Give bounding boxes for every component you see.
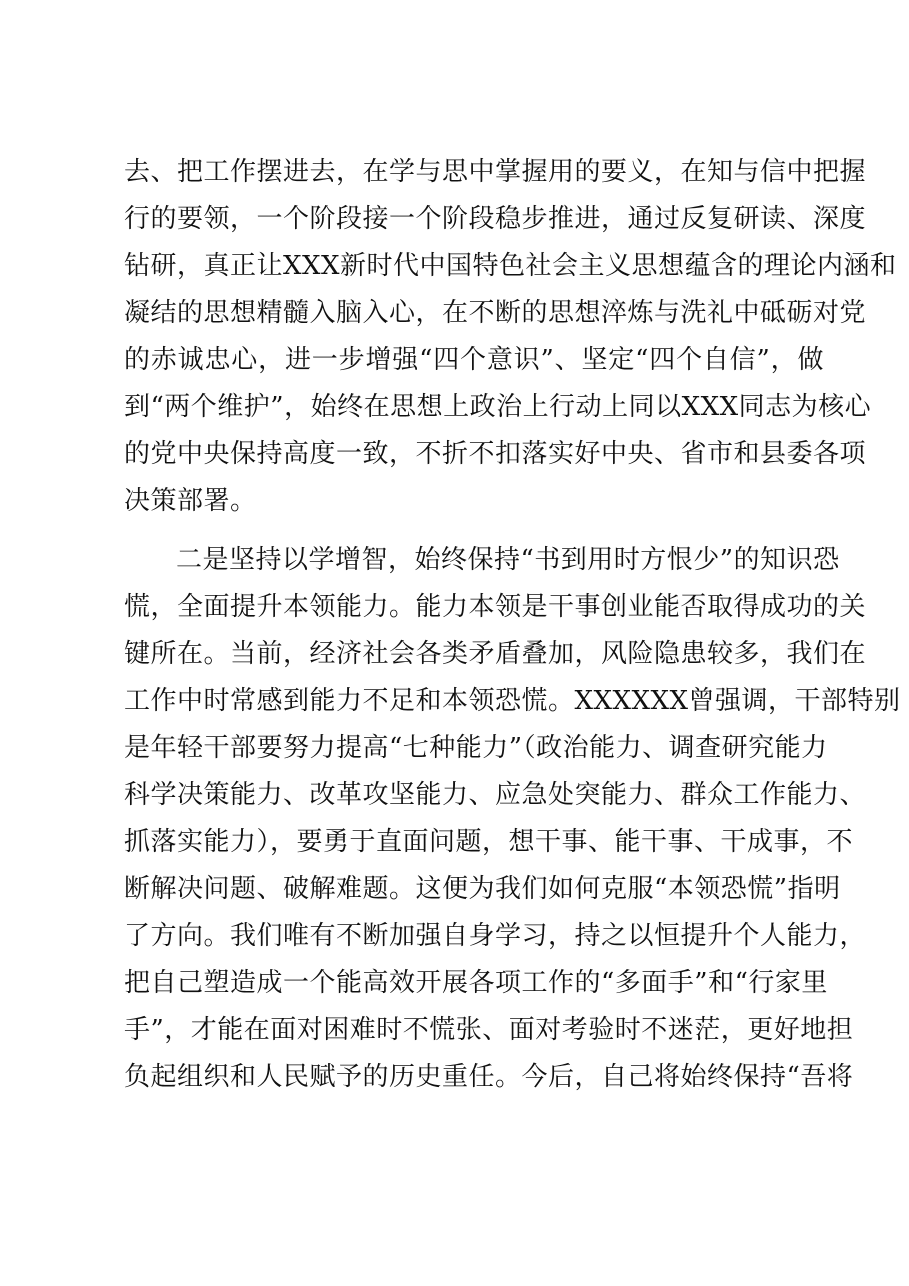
text-line: 慌，全面提升本领能力。能力本领是干事创业能否取得成功的关 xyxy=(124,592,867,622)
text-line: 钻研，真正让XXX新时代中国特色社会主义思想蕴含的理论内涵和 xyxy=(124,251,897,281)
text-line: 到“两个维护”，始终在思想上政治上行动上同以XXX同志为核心 xyxy=(124,392,872,422)
text-line: 抓落实能力），要勇于直面问题，想干事、能干事、干成事，不 xyxy=(124,827,854,857)
text-line: 是年轻干部要努力提高“七种能力”（政治能力、调查研究能力 xyxy=(124,733,828,763)
text-line: 的赤诚忠心，进一步增强“四个意识”、坚定“四个自信”，做 xyxy=(124,345,824,375)
text-line: 去、把工作摆进去，在学与思中掌握用的要义，在知与信中把握 xyxy=(124,157,867,187)
text-line: 负起组织和人民赋予的历史重任。今后，自己将始终保持“吾将 xyxy=(124,1062,854,1092)
text-line: 键所在。当前，经济社会各类矛盾叠加，风险隐患较多，我们在 xyxy=(124,639,867,669)
text-line: 二是坚持以学增智，始终保持“书到用时方恨少”的知识恐 xyxy=(176,545,840,575)
text-line: 行的要领，一个阶段接一个阶段稳步推进，通过反复研读、深度 xyxy=(124,204,867,234)
text-line: 断解决问题、破解难题。这便为我们如何克服“本领恐慌”指明 xyxy=(124,874,841,904)
text-line: 的党中央保持高度一致，不折不扣落实好中央、省市和县委各项 xyxy=(124,439,867,469)
text-line: 凝结的思想精髓入脑入心，在不断的思想淬炼与洗礼中砥砺对党 xyxy=(124,298,867,328)
text-line: 工作中时常感到能力不足和本领恐慌。XXXXXX曾强调，干部特别 xyxy=(124,686,901,716)
text-line: 了方向。我们唯有不断加强自身学习，持之以恒提升个人能力， xyxy=(124,921,867,951)
text-line: 把自己塑造成一个能高效开展各项工作的“多面手”和“行家里 xyxy=(124,968,828,998)
text-line: 科学决策能力、改革攻坚能力、应急处突能力、群众工作能力、 xyxy=(124,780,867,810)
text-line: 决策部署。 xyxy=(124,486,257,516)
text-line: 手”，才能在面对困难时不慌张、面对考验时不迷茫，更好地担 xyxy=(124,1015,854,1045)
